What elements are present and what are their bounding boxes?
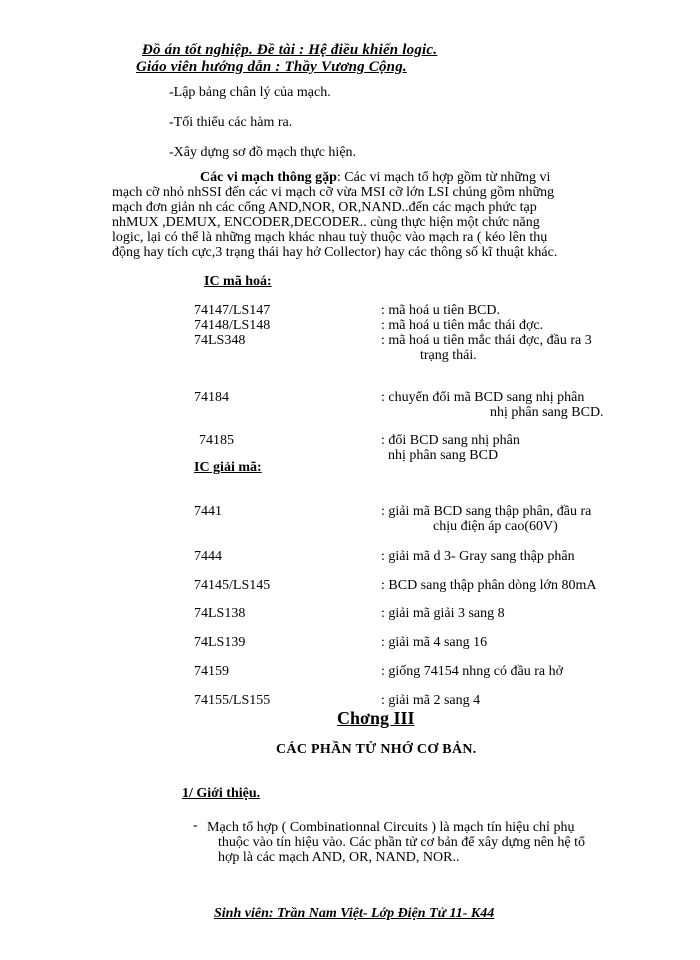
document-header-line2: Giáo viên hướng dẫn : Thầy Vương Cộng. [136, 59, 407, 75]
decoder-code: 7444 [194, 549, 222, 564]
encoder-desc: : chuyển đổi mã BCD sang nhị phân [381, 390, 585, 405]
decoder-heading: IC giải mã: [194, 460, 262, 475]
intro-line-2: mạch cỡ nhỏ nhSSI đến các vi mạch cỡ vừa MSI cỡ lớn LSI chúng gồm những [112, 185, 555, 200]
intro-line1-rest: : Các vi mạch tổ hợp gồm từ những vi [336, 170, 551, 185]
chapter-subtitle: CÁC PHẦN TỬ NHỚ CƠ BẢN. [276, 742, 477, 757]
decoder-desc: : giải mã BCD sang thập phân, đầu ra [381, 504, 592, 519]
bullet-marker: - [193, 818, 198, 833]
decoder-code: 74159 [194, 664, 229, 679]
decoder-code: 74LS138 [194, 606, 246, 621]
encoder-code: 74185 [199, 433, 234, 448]
task-line-3: -Xây dựng sơ đồ mạch thực hiện. [169, 145, 357, 160]
intro-line-4: nhMUX ,DEMUX, ENCODER,DECODER.. cùng thực hiện một chức năng [112, 215, 540, 230]
task-line-2: -Tối thiểu các hàm ra. [169, 115, 293, 130]
encoder-code: 74148/LS148 [194, 318, 271, 333]
encoder-desc: : mã hoá u tiên mắc thái đợc, đầu ra 3 [381, 333, 592, 348]
decoder-desc: : giải mã d 3- Gray sang thập phân [381, 549, 575, 564]
encoder-code: 74184 [194, 390, 229, 405]
encoder-code: 74LS348 [194, 333, 246, 348]
decoder-desc: : giải mã 2 sang 4 [381, 693, 481, 708]
document-header-line1: Đồ án tốt nghiệp. Đề tài : Hệ điều khiển logic. [142, 42, 438, 58]
encoder-heading: IC mã hoá: [204, 274, 272, 289]
section-paragraph-line-2: thuộc vào tín hiệu vào. Các phần tử cơ bản để xây dựng nên hệ tổ [218, 835, 586, 850]
encoder-desc: : đổi BCD sang nhị phân [381, 433, 520, 448]
task-line-1: -Lập bảng chân lý của mạch. [169, 85, 331, 100]
decoder-desc-continued: chịu điện áp cao(60V) [433, 519, 558, 534]
decoder-desc: : giống 74154 nhng có đầu ra hở [381, 664, 563, 679]
encoder-code: 74147/LS147 [194, 303, 271, 318]
intro-lead: Các vi mạch thông gặp [200, 170, 337, 185]
decoder-desc: : BCD sang thập phân dòng lớn 80mA [381, 578, 597, 593]
section-heading: 1/ Giới thiệu. [182, 786, 261, 801]
encoder-desc-continued: nhị phân sang BCD. [490, 405, 604, 420]
decoder-desc: : giải mã giải 3 sang 8 [381, 606, 505, 621]
intro-line-3: mạch đơn giản nh các cổng AND,NOR, OR,NAND..đến các mạch phức tạp [112, 200, 537, 215]
section-paragraph-line-3: hợp là các mạch AND, OR, NAND, NOR.. [218, 850, 460, 865]
intro-line-1 [200, 170, 550, 186]
encoder-desc-continued: nhị phân sang BCD [388, 448, 499, 463]
decoder-code: 7441 [194, 504, 222, 519]
page-footer: Sinh viên: Trần Nam Việt- Lớp Điện Tử 11- K44 [214, 906, 495, 921]
decoder-code: 74155/LS155 [194, 693, 271, 708]
encoder-desc-continued: trạng thái. [420, 348, 477, 363]
decoder-desc: : giải mã 4 sang 16 [381, 635, 488, 650]
intro-line-6: động hay tích cực,3 trạng thái hay hở Collector) hay các thông số kĩ thuật khác. [112, 245, 558, 260]
encoder-desc: : mã hoá u tiên BCD. [381, 303, 500, 318]
decoder-code: 74LS139 [194, 635, 246, 650]
section-paragraph-line-1: Mạch tổ hợp ( Combinationnal Circuits ) là mạch tín hiệu chỉ phụ [207, 820, 575, 835]
intro-line-5: logic, lại có thể là những mạch khác nhau tuỳ thuộc vào mạch ra ( kéo lên thụ [112, 230, 548, 245]
chapter-title: Chơng III [337, 708, 415, 728]
encoder-desc: : mã hoá u tiên mắc thái đợc. [381, 318, 544, 333]
decoder-code: 74145/LS145 [194, 578, 271, 593]
